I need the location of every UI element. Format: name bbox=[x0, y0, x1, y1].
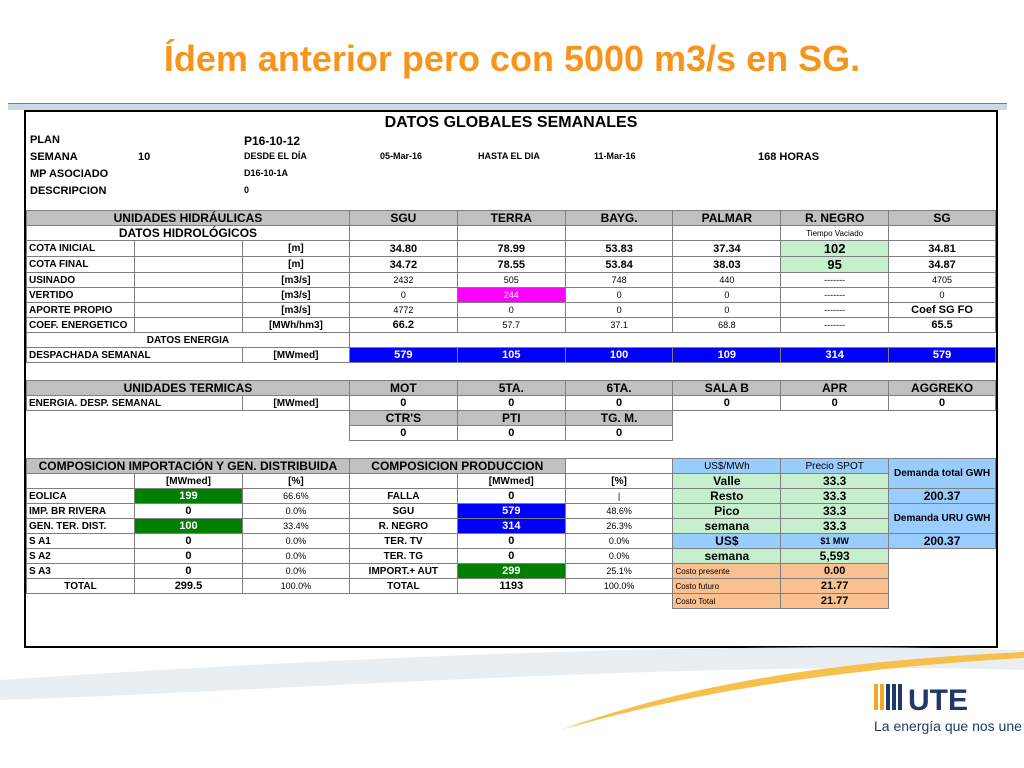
demanda-total-value: 200.37 bbox=[889, 489, 996, 504]
page-title: Ídem anterior pero con 5000 m3/s en SG. bbox=[163, 38, 861, 79]
value-cell: 0.0% bbox=[242, 504, 349, 519]
value-cell: 0 bbox=[134, 564, 242, 579]
costo-presente-label: Costo presente bbox=[673, 564, 781, 579]
value-cell: 0.0% bbox=[242, 534, 349, 549]
resto-value: 33.3 bbox=[781, 489, 889, 504]
value-cell: 0 bbox=[565, 396, 673, 411]
value-cell: 0 bbox=[134, 504, 242, 519]
row-label: S A1 bbox=[27, 534, 135, 549]
row-label: IMPORT.+ AUT bbox=[349, 564, 457, 579]
plant-header: SALA B bbox=[673, 381, 781, 396]
total-value: 1193 bbox=[457, 579, 565, 594]
row-label: R. NEGRO bbox=[349, 519, 457, 534]
descripcion-label: DESCRIPCION bbox=[30, 185, 107, 197]
semana-label: semana bbox=[673, 519, 781, 534]
pico-label: Pico bbox=[673, 504, 781, 519]
costo-futuro-value: 21.77 bbox=[781, 579, 889, 594]
costo-total-value: 21.77 bbox=[781, 594, 889, 609]
value-cell: 105 bbox=[457, 348, 565, 363]
value-cell: 26.3% bbox=[565, 519, 673, 534]
row-label: TER. TG bbox=[349, 549, 457, 564]
semana-value: 10 bbox=[138, 151, 151, 163]
data-grid bbox=[26, 210, 996, 609]
value-cell: 314 bbox=[781, 348, 889, 363]
demanda-uru-label: Demanda URU GWH bbox=[889, 504, 996, 534]
plant-header: R. NEGRO bbox=[781, 211, 889, 226]
value-cell: 68.8 bbox=[673, 318, 781, 333]
value-cell: 57.7 bbox=[457, 318, 565, 333]
imp-title: COMPOSICION IMPORTACIÓN Y GEN. DISTRIBUIDA bbox=[27, 459, 350, 474]
ute-logo-icon bbox=[874, 682, 1006, 716]
value-cell: 0 bbox=[889, 396, 996, 411]
row-label: COTA FINAL bbox=[27, 257, 135, 273]
plan-label: PLAN bbox=[30, 134, 60, 146]
unit-label: [MWmed] bbox=[242, 348, 349, 363]
row-label: S A3 bbox=[27, 564, 135, 579]
unit-label: [MWmed] bbox=[457, 474, 565, 489]
row-label: DESPACHADA SEMANAL bbox=[27, 348, 243, 363]
value-cell: 4772 bbox=[349, 303, 457, 318]
value-cell: 109 bbox=[673, 348, 781, 363]
value-cell: 78.55 bbox=[457, 257, 565, 273]
energia-title: DATOS ENERGIA bbox=[27, 333, 350, 348]
value-cell: ------- bbox=[781, 318, 889, 333]
value-cell: 505 bbox=[457, 273, 565, 288]
plant-header: BAYG. bbox=[565, 211, 673, 226]
value-cell: 2432 bbox=[349, 273, 457, 288]
value-cell: 0 bbox=[673, 396, 781, 411]
row-label: ENERGIA. DESP. SEMANAL bbox=[27, 396, 243, 411]
value-cell: 0 bbox=[565, 303, 673, 318]
value-cell: 0 bbox=[673, 303, 781, 318]
total-label: TOTAL bbox=[349, 579, 457, 594]
row-label: USINADO bbox=[27, 273, 135, 288]
sheet-header bbox=[26, 112, 996, 210]
row-label: S A2 bbox=[27, 549, 135, 564]
row-label: SGU bbox=[349, 504, 457, 519]
value-cell: 95 bbox=[781, 257, 889, 273]
plant-header: SG bbox=[889, 211, 996, 226]
plant-header: 5TA. bbox=[457, 381, 565, 396]
plan-value: P16-10-12 bbox=[244, 134, 301, 148]
value-cell: 100 bbox=[134, 519, 242, 534]
semana-label: SEMANA bbox=[30, 151, 78, 163]
row-label: GEN. TER. DIST. bbox=[27, 519, 135, 534]
value-cell: 579 bbox=[889, 348, 996, 363]
price-header: US$/MWh bbox=[673, 459, 781, 474]
term-title: UNIDADES TERMICAS bbox=[27, 381, 350, 396]
costo-presente-value: 0.00 bbox=[781, 564, 889, 579]
pico-value: 33.3 bbox=[781, 504, 889, 519]
desde-value: 05-Mar-16 bbox=[380, 151, 423, 161]
value-cell: 0 bbox=[889, 288, 996, 303]
value-cell: 0 bbox=[565, 288, 673, 303]
value-cell: 53.84 bbox=[565, 257, 673, 273]
value-cell: 78.99 bbox=[457, 241, 565, 257]
value-cell: 0 bbox=[457, 549, 565, 564]
total-value: 100.0% bbox=[565, 579, 673, 594]
value-cell: 0 bbox=[457, 534, 565, 549]
tiempo-vaciado-label: Tiempo Vaciado bbox=[781, 226, 889, 241]
value-cell: 0 bbox=[349, 426, 457, 441]
plant-header: AGGREKO bbox=[889, 381, 996, 396]
value-cell: 199 bbox=[134, 489, 242, 504]
total-label: TOTAL bbox=[27, 579, 135, 594]
value-cell: 34.87 bbox=[889, 257, 996, 273]
value-cell: 0 bbox=[349, 396, 457, 411]
row-label: COEF. ENERGETICO bbox=[27, 318, 135, 333]
sheet-title: DATOS GLOBALES SEMANALES bbox=[384, 114, 638, 131]
value-cell: 65.5 bbox=[889, 318, 996, 333]
value-cell: ------- bbox=[781, 273, 889, 288]
semana2-value: 5,593 bbox=[781, 549, 889, 564]
spreadsheet bbox=[24, 110, 998, 648]
value-cell: 34.80 bbox=[349, 241, 457, 257]
row-label: TER. TV bbox=[349, 534, 457, 549]
costo-total-label: Costo Total bbox=[673, 594, 781, 609]
semana2-label: semana bbox=[673, 549, 781, 564]
usd-label: US$ bbox=[673, 534, 781, 549]
total-value: 299.5 bbox=[134, 579, 242, 594]
logo-text: UTE bbox=[908, 684, 968, 716]
row-label: VERTIDO bbox=[27, 288, 135, 303]
value-cell: 0 bbox=[349, 288, 457, 303]
value-cell: 0 bbox=[565, 426, 673, 441]
total-value: 100.0% bbox=[242, 579, 349, 594]
value-cell: 0 bbox=[457, 303, 565, 318]
value-cell: 102 bbox=[781, 241, 889, 257]
value-cell: | bbox=[565, 489, 673, 504]
unit-label: [m3/s] bbox=[242, 273, 349, 288]
mp-value: D16-10-1A bbox=[244, 168, 289, 178]
unit-label: [m3/s] bbox=[242, 303, 349, 318]
usd-value: $1 MW bbox=[781, 534, 889, 549]
value-cell: 53.83 bbox=[565, 241, 673, 257]
value-cell: 0 bbox=[673, 288, 781, 303]
demanda-total-label: Demanda total GWH bbox=[889, 459, 996, 489]
hasta-value: 11-Mar-16 bbox=[594, 151, 636, 161]
value-cell: 0.0% bbox=[242, 564, 349, 579]
value-cell: 48.6% bbox=[565, 504, 673, 519]
value-cell: 579 bbox=[457, 504, 565, 519]
mp-label: MP ASOCIADO bbox=[30, 168, 109, 180]
unit-label: [%] bbox=[242, 474, 349, 489]
valle-value: 33.3 bbox=[781, 474, 889, 489]
value-cell: 25.1% bbox=[565, 564, 673, 579]
unit-label: [m] bbox=[242, 241, 349, 257]
value-cell: 0.0% bbox=[565, 549, 673, 564]
value-cell: 37.1 bbox=[565, 318, 673, 333]
value-cell: 314 bbox=[457, 519, 565, 534]
plant-header: TERRA bbox=[457, 211, 565, 226]
value-cell: 37.34 bbox=[673, 241, 781, 257]
row-label: EOLICA bbox=[27, 489, 135, 504]
semana-value: 33.3 bbox=[781, 519, 889, 534]
value-cell: 4705 bbox=[889, 273, 996, 288]
value-cell: 66.2 bbox=[349, 318, 457, 333]
unit-label: [MWh/hm3] bbox=[242, 318, 349, 333]
descripcion-value: 0 bbox=[244, 185, 250, 195]
unit-label: [m] bbox=[242, 257, 349, 273]
value-cell: ------- bbox=[781, 288, 889, 303]
unit-label: [m3/s] bbox=[242, 288, 349, 303]
value-cell: 0 bbox=[781, 396, 889, 411]
plant-header: TG. M. bbox=[565, 411, 673, 426]
value-cell: 244 bbox=[457, 288, 565, 303]
row-label: COTA INICIAL bbox=[27, 241, 135, 257]
value-cell: 0 bbox=[134, 534, 242, 549]
value-cell: Coef SG FO bbox=[889, 303, 996, 318]
value-cell: 0 bbox=[134, 549, 242, 564]
price-header: Precio SPOT bbox=[781, 459, 889, 474]
row-label: FALLA bbox=[349, 489, 457, 504]
value-cell: 0 bbox=[457, 489, 565, 504]
unit-label: [MWmed] bbox=[242, 396, 349, 411]
demanda-uru-value: 200.37 bbox=[889, 534, 996, 549]
value-cell: 33.4% bbox=[242, 519, 349, 534]
unit-label: [%] bbox=[565, 474, 673, 489]
plant-header: CTR'S bbox=[349, 411, 457, 426]
plant-header: APR bbox=[781, 381, 889, 396]
value-cell: 100 bbox=[565, 348, 673, 363]
value-cell: 66.6% bbox=[242, 489, 349, 504]
plant-header: PTI bbox=[457, 411, 565, 426]
value-cell: 0.0% bbox=[242, 549, 349, 564]
horas-value: 168 HORAS bbox=[758, 151, 820, 163]
value-cell: 0.0% bbox=[565, 534, 673, 549]
value-cell: 579 bbox=[349, 348, 457, 363]
value-cell: 440 bbox=[673, 273, 781, 288]
logo-tagline: La energía que nos une bbox=[874, 718, 1022, 734]
unit-label: [MWmed] bbox=[134, 474, 242, 489]
value-cell: 34.81 bbox=[889, 241, 996, 257]
plant-header: PALMAR bbox=[673, 211, 781, 226]
main-table bbox=[26, 210, 996, 609]
hasta-label: HASTA EL DIA bbox=[478, 151, 540, 161]
hyd-title: UNIDADES HIDRÁULICAS bbox=[27, 211, 350, 226]
costo-futuro-label: Costo futuro bbox=[673, 579, 781, 594]
desde-label: DESDE EL DÍA bbox=[244, 151, 307, 161]
plant-header: 6TA. bbox=[565, 381, 673, 396]
value-cell: 34.72 bbox=[349, 257, 457, 273]
decorative-swoosh bbox=[0, 640, 1024, 768]
prod-title: COMPOSICION PRODUCCION bbox=[349, 459, 565, 474]
row-label: IMP. BR RIVERA bbox=[27, 504, 135, 519]
resto-label: Resto bbox=[673, 489, 781, 504]
value-cell: ------- bbox=[781, 303, 889, 318]
value-cell: 748 bbox=[565, 273, 673, 288]
row-label: APORTE PROPIO bbox=[27, 303, 135, 318]
hyd-subtitle: DATOS HIDROLÓGICOS bbox=[27, 226, 350, 241]
value-cell: 0 bbox=[457, 426, 565, 441]
plant-header: MOT bbox=[349, 381, 457, 396]
plant-header: SGU bbox=[349, 211, 457, 226]
value-cell: 299 bbox=[457, 564, 565, 579]
value-cell: 0 bbox=[457, 396, 565, 411]
value-cell: 38.03 bbox=[673, 257, 781, 273]
valle-label: Valle bbox=[673, 474, 781, 489]
